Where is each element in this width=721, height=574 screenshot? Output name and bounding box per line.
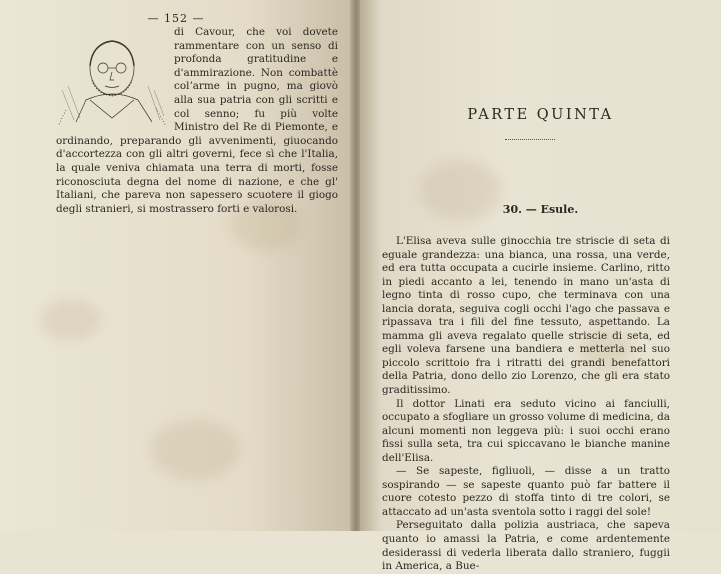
- title-ornament: [505, 139, 555, 142]
- left-body-text: [56, 26, 338, 216]
- page-number: — 152 —: [147, 12, 205, 25]
- portrait-illustration: [56, 30, 168, 126]
- right-paragraph: Perseguitato dalla polizia austriaca, che sapeva quanto io amassi la Patria, e come ardentemente desiderassi di vederla liberata dallo straniero, fuggii in America, a Bue-: [382, 519, 670, 573]
- part-title: PARTE QUINTA: [467, 107, 614, 123]
- right-body-text: [382, 235, 670, 574]
- right-paragraph: — Se sapeste, figliuoli, — disse a un tratto sospirando — se sapeste quanto può far battere il cuore cotesto pezzo di stoffa tinto di tre colori, se attaccato ad un'asta sventola sotto i raggi del sole!: [382, 465, 670, 518]
- left-paragraph: di Cavour, che voi dovete rammentare con un senso di profonda gratitudine e d'ammirazione. Non combattè colʼarme in pugno, ma giovò alla sua patria con gli scritti e col senno; fu più volte Ministro del Re di Piemonte, e ordinando, preparando gli avvenimenti, giuocando d'accortezza con gli altri governi, fece sì che l'Italia, la quale veniva chiamata una terra di morti, fosse riconosciuta degna del nome di nazione, e che gl' Italiani, che pareva non sapessero scuotere il giogo degli stranieri, si mostrassero forti e valorosi.: [56, 26, 338, 215]
- left-page: [0, 0, 352, 531]
- chapter-heading: 30. — Esule.: [502, 203, 579, 216]
- engraved-portrait-icon: [56, 30, 168, 126]
- paper-stain: [40, 300, 100, 340]
- right-paragraph: L'Elisa aveva sulle ginocchia tre striscie di seta di eguale grandezza: una bianca, una rossa, una verde, ed era tutta occupata a cucirle insieme. Carlino, ritto in piedi accanto a lei, tenendo in mano un'asta di legno tinta di rosso cupo, che terminava con una lancia dorata, seguiva cogli occhi l'ago che passava e ripassava tra i fili del fine tessuto, aspettando. La mamma gli aveva regalato quelle striscie di seta, ed egli voleva farsene una bandiera e metterla nel suo piccolo scrittoio fra i ritratti dei grandi benefattori della Patria, dono dello zio Lorenzo, che gli era stato graditissimo.: [382, 235, 670, 397]
- right-paragraph: Il dottor Linati era seduto vicino ai fanciulli, occupato a sfogliare un grosso volume di medicina, da alcuni momenti non leggeva più: i suoi occhi erano fissi sulla seta, tra cui spiccavano le bianche manine dell'Elisa.: [382, 397, 670, 464]
- paper-stain: [150, 420, 240, 480]
